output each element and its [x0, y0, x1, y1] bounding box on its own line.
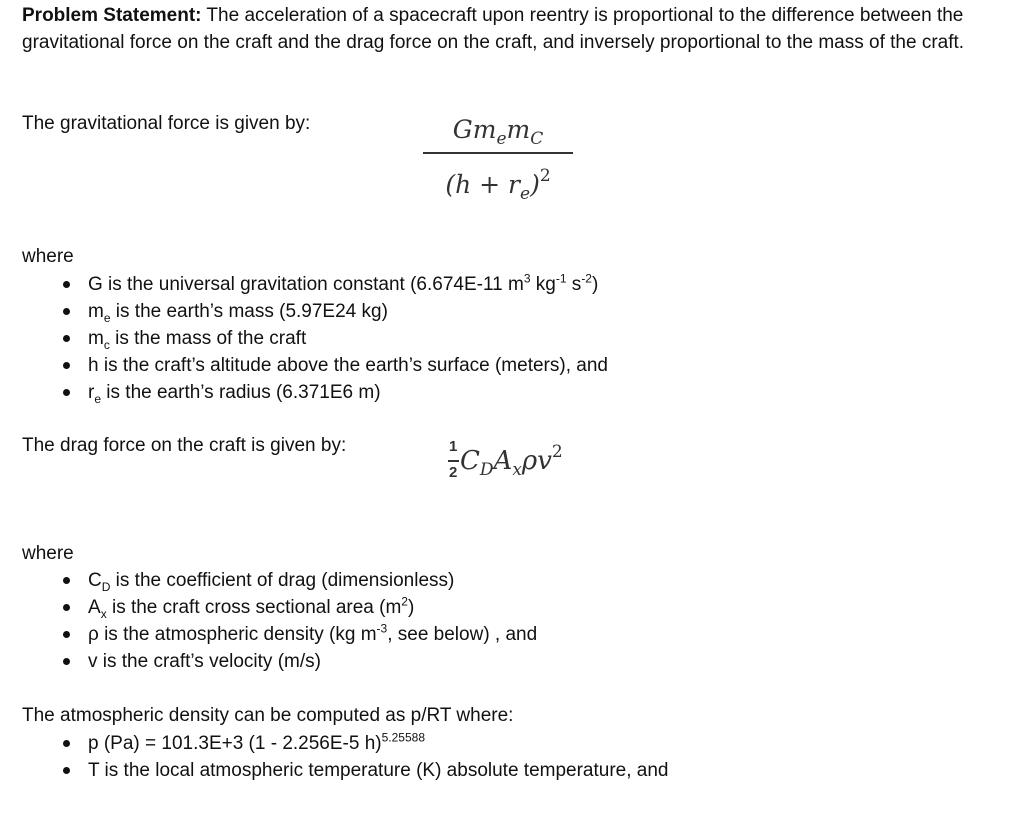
drag-variable-list	[88, 567, 537, 675]
bullet-icon	[63, 362, 70, 369]
list-item: G is the universal gravitation constant (6.674E-11 $m^3$ $kg^{-1}$ $s^{-2}$)	[88, 271, 608, 298]
bullet-icon	[63, 281, 70, 288]
problem-statement	[22, 2, 1007, 56]
list-item: $m_e$ is the earth’s mass (5.97E24 kg)	[88, 298, 608, 325]
drag-force-formula: $\frac{1}{2}$ $C_DA_x\rho v^2$	[448, 438, 563, 488]
drag-where-label: where	[22, 543, 74, 564]
density-intro: The atmospheric density can be computed as p/RT where:	[22, 705, 514, 726]
density-variable-list	[88, 730, 669, 784]
fraction-bar	[423, 152, 573, 154]
list-item: v is the craft’s velocity (m/s)	[88, 648, 537, 675]
drag-intro: The drag force on the craft is given by:	[22, 435, 347, 456]
bullet-icon	[63, 631, 70, 638]
problem-statement-label: Problem Statement:	[22, 5, 202, 26]
one-half-fraction: $\frac{1}{2}$	[449, 438, 458, 481]
bullet-icon	[63, 389, 70, 396]
list-item: $m_c$ is the mass of the craft	[88, 325, 608, 352]
gravity-formula-denominator: $(h + r_e)^2$	[445, 166, 551, 204]
bullet-icon	[63, 604, 70, 611]
gravity-where-label: where	[22, 246, 74, 267]
list-item: $C_D$ is the coefficient of drag (dimensionless)	[88, 567, 537, 594]
list-item: $r_e$ is the earth’s radius (6.371E6 m)	[88, 379, 608, 406]
list-item: $A_x$ is the craft cross sectional area $(m^2)$	[88, 594, 537, 621]
list-item: ρ is the atmospheric density (kg $m^{-3}$, see below) , and	[88, 621, 537, 648]
list-item: p (Pa) = 101.3E+3 (1 - 2.256E-5 h)$^{5.25588}$	[88, 730, 669, 757]
gravitational-force-formula	[423, 110, 573, 204]
bullet-icon	[63, 335, 70, 342]
gravity-formula-numerator: $Gm_em_C$	[452, 115, 544, 149]
bullet-icon	[63, 740, 70, 747]
bullet-icon	[63, 308, 70, 315]
bullet-icon	[63, 658, 70, 665]
problem-statement-text: The acceleration of a spacecraft upon reentry is proportional to the difference between the gravitational force on the craft and the drag force on the craft, and inversely proportional to the mass of the craft.	[22, 5, 965, 53]
gravity-variable-list	[88, 271, 608, 406]
gravity-intro: The gravitational force is given by:	[22, 113, 311, 134]
list-item: T is the local atmospheric temperature (K) absolute temperature, and	[88, 757, 669, 784]
list-item: h is the craft’s altitude above the earth’s surface (meters), and	[88, 352, 608, 379]
bullet-icon	[63, 577, 70, 584]
bullet-icon	[63, 767, 70, 774]
